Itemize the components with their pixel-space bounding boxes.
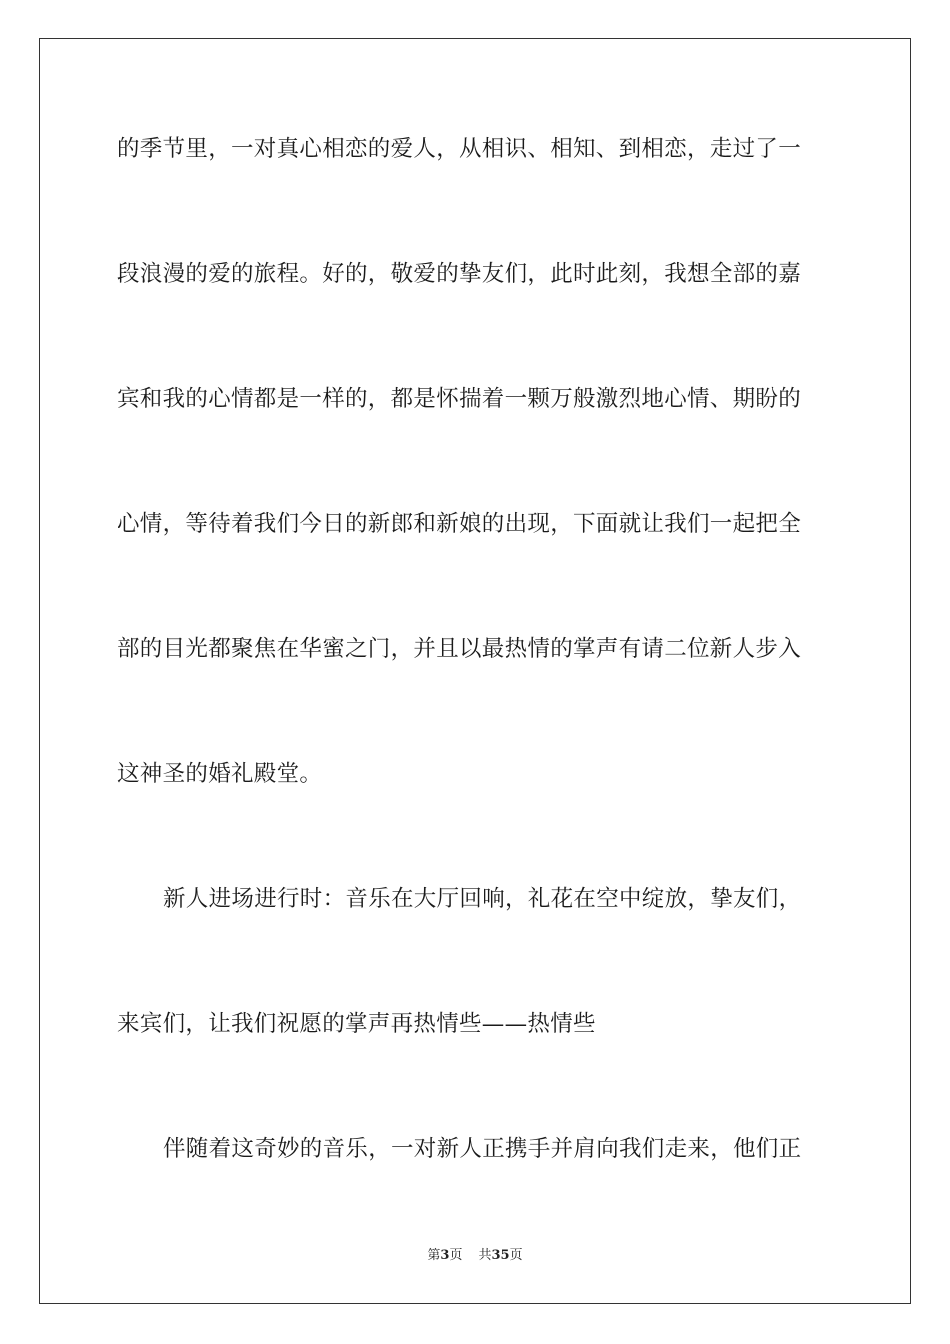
paragraph-first-line: 新人进场进行时：音乐在大厅回响，礼花在空中绽放，挚友们， bbox=[163, 886, 802, 912]
body-text-line: 部的目光都聚焦在华蜜之门，并且以最热情的掌声有请二位新人步入 bbox=[117, 636, 802, 662]
current-page-number: 3 bbox=[440, 1248, 450, 1263]
total-suffix: 页 bbox=[509, 1248, 523, 1263]
total-prefix: 共 bbox=[478, 1248, 492, 1263]
body-text-line: 心情，等待着我们今日的新郎和新娘的出现，下面就让我们一起把全 bbox=[117, 511, 802, 537]
page-suffix: 页 bbox=[449, 1248, 463, 1263]
page-prefix: 第 bbox=[427, 1248, 441, 1263]
page-border bbox=[39, 38, 911, 1304]
body-text-line: 来宾们，让我们祝愿的掌声再热情些——热情些 bbox=[117, 1011, 596, 1037]
total-page-count: 35 bbox=[491, 1248, 510, 1263]
body-text-line: 段浪漫的爱的旅程。好的，敬爱的挚友们，此时此刻，我想全部的嘉 bbox=[117, 261, 802, 287]
body-text-line: 宾和我的心情都是一样的，都是怀揣着一颗万般激烈地心情、期盼的 bbox=[117, 386, 802, 412]
body-text-line: 这神圣的婚礼殿堂。 bbox=[117, 761, 323, 787]
body-text-line: 的季节里，一对真心相恋的爱人，从相识、相知、到相恋，走过了一 bbox=[117, 136, 802, 162]
page-footer bbox=[0, 1247, 950, 1265]
paragraph-first-line: 伴随着这奇妙的音乐，一对新人正携手并肩向我们走来，他们正 bbox=[163, 1136, 802, 1162]
